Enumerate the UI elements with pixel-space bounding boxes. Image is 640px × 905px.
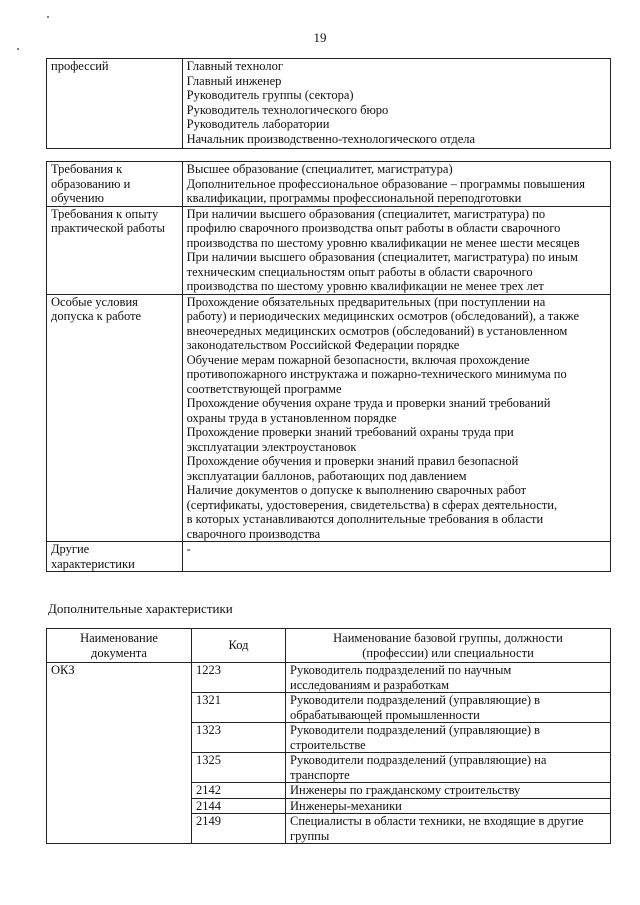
group-name-cell bbox=[286, 783, 611, 799]
group-name-cell bbox=[286, 693, 611, 723]
header-doc-line: Наименование bbox=[80, 631, 158, 645]
requirement-label: Требования к опыту bbox=[51, 206, 159, 221]
code-cell: 2142 bbox=[192, 783, 286, 799]
scan-speck bbox=[17, 48, 19, 50]
requirement-text: Прохождение обучения охране труда и проверки знаний требований bbox=[186, 396, 551, 410]
profession-item: Руководитель группы (сектора) bbox=[186, 88, 354, 102]
group-name-cell bbox=[286, 814, 611, 844]
group-name-cell bbox=[286, 798, 611, 814]
header-name-line: Наименование базовой группы, должности bbox=[333, 631, 563, 645]
requirement-text: - bbox=[186, 542, 191, 556]
requirement-text: Обучение мерам пожарной безопасности, включая прохождение bbox=[186, 352, 530, 367]
requirement-label: допуска к работе bbox=[51, 309, 142, 323]
group-name-line: Руководители подразделений (управляющие) в bbox=[290, 693, 541, 707]
requirement-text: производства по шестому уровню квалификации не менее трех лет bbox=[186, 279, 544, 293]
group-name-line: обрабатывающей промышленности bbox=[290, 707, 480, 722]
requirement-content-cell bbox=[182, 542, 610, 572]
requirement-text: работу) и периодических медицинских осмотров (обследований), а также bbox=[186, 309, 580, 323]
group-name-line: строительстве bbox=[290, 737, 366, 752]
requirement-text: профилю сварочного производства опыт работы в области сварочного bbox=[186, 221, 561, 235]
requirement-text: производства по шестому уровню квалификации не менее шести месяцев bbox=[186, 235, 580, 250]
profession-item: Главный инженер bbox=[186, 73, 282, 88]
requirement-text: техническим специальностям опыт работы в области сварочного bbox=[186, 264, 533, 279]
requirement-text: При наличии высшего образования (специалитет, магистратура) по иным bbox=[186, 250, 578, 264]
requirement-label-cell bbox=[47, 294, 183, 542]
doc-name-cell: ОКЗ bbox=[47, 663, 192, 844]
requirement-label-cell bbox=[47, 206, 183, 294]
group-name-line: Руководители подразделений (управляющие) на bbox=[290, 753, 547, 767]
requirement-text: При наличии высшего образования (специалитет, магистратура) по bbox=[186, 206, 546, 221]
table-row bbox=[47, 59, 611, 149]
table-header-row bbox=[47, 629, 611, 663]
requirement-text: соответствующей программе bbox=[186, 381, 342, 396]
header-code: Код bbox=[192, 629, 286, 663]
requirement-text: сварочного производства bbox=[186, 526, 321, 541]
page-number: 19 bbox=[313, 30, 327, 45]
requirement-text: квалификации, программы профессиональной переподготовки bbox=[186, 191, 522, 205]
table-row bbox=[47, 663, 611, 693]
requirements-table bbox=[46, 161, 611, 572]
group-name-cell bbox=[286, 753, 611, 783]
group-name-line: Руководитель подразделений по научным bbox=[290, 663, 512, 677]
group-name-cell bbox=[286, 723, 611, 753]
header-doc-name bbox=[47, 629, 192, 663]
group-name-line: группы bbox=[290, 828, 330, 843]
requirement-content-cell bbox=[182, 206, 610, 294]
table-row bbox=[47, 294, 611, 542]
requirement-label: характеристики bbox=[51, 556, 135, 571]
requirement-text: в которых устанавливаются дополнительные требования в области bbox=[186, 512, 544, 526]
profession-item: Начальник производственно-технологического отдела bbox=[186, 131, 476, 146]
requirement-text: законодательством Российской Федерации порядке bbox=[186, 338, 460, 352]
group-name-cell bbox=[286, 663, 611, 693]
requirement-text: противопожарного инструктажа и пожарно-технического минимума по bbox=[186, 367, 567, 381]
group-name-line: Инженеры-механики bbox=[290, 798, 402, 813]
requirement-text: Наличие документов о допуске к выполнению сварочных работ bbox=[186, 483, 527, 497]
table-row bbox=[47, 162, 611, 207]
requirement-text: Прохождение обучения и проверки знаний правил безопасной bbox=[186, 454, 519, 468]
code-cell: 1223 bbox=[192, 663, 286, 693]
requirement-label: практической работы bbox=[51, 221, 165, 235]
requirement-text: Дополнительное профессиональное образование – программы повышения bbox=[186, 176, 585, 191]
code-cell: 2144 bbox=[192, 798, 286, 814]
group-name-line: Руководители подразделений (управляющие) в bbox=[290, 723, 541, 737]
group-name-line: Специалисты в области техники, не входящие в другие bbox=[290, 814, 584, 828]
profession-item: Главный технолог bbox=[186, 59, 284, 73]
requirement-label: обучению bbox=[51, 191, 104, 205]
professions-list-cell bbox=[182, 59, 610, 149]
header-doc-line: документа bbox=[91, 645, 147, 660]
table-row bbox=[47, 542, 611, 572]
group-name-line: транспорте bbox=[290, 767, 350, 782]
code-cell: 1323 bbox=[192, 723, 286, 753]
requirement-text: охраны труда в установленном порядке bbox=[186, 410, 397, 425]
classification-table bbox=[46, 628, 611, 844]
header-group-name bbox=[286, 629, 611, 663]
professions-label-cell bbox=[47, 59, 183, 149]
requirement-content-cell bbox=[182, 294, 610, 542]
profession-item: Руководитель лаборатории bbox=[186, 117, 330, 131]
requirement-text: (сертификаты, удостоверения, свидетельства) в сферах деятельности, bbox=[186, 497, 558, 512]
requirement-text: Прохождение обязательных предварительных (при поступлении на bbox=[186, 294, 546, 309]
requirement-text: эксплуатации баллонов, работающих под давлением bbox=[186, 468, 467, 483]
requirement-label: Особые условия bbox=[51, 294, 138, 309]
requirement-label-cell bbox=[47, 162, 183, 207]
requirement-text: Высшее образование (специалитет, магистратура) bbox=[186, 162, 453, 176]
requirement-label: образованию и bbox=[51, 176, 131, 191]
professions-table bbox=[46, 58, 611, 149]
section-heading: Дополнительные характеристики bbox=[48, 601, 233, 616]
group-name-line: исследованиям и разработкам bbox=[290, 677, 450, 692]
header-name-line: (профессии) или специальности bbox=[362, 645, 534, 660]
table-row bbox=[47, 206, 611, 294]
code-cell: 1321 bbox=[192, 693, 286, 723]
requirement-label: Другие bbox=[51, 542, 90, 556]
professions-label: профессий bbox=[51, 59, 109, 73]
code-cell: 1325 bbox=[192, 753, 286, 783]
group-name-line: Инженеры по гражданскому строительству bbox=[290, 783, 521, 797]
requirement-label: Требования к bbox=[51, 162, 123, 176]
profession-item: Руководитель технологического бюро bbox=[186, 102, 389, 117]
requirement-text: внеочередных медицинских осмотров (обследований) в установленном bbox=[186, 323, 568, 338]
requirement-label-cell bbox=[47, 542, 183, 572]
requirement-text: Прохождение проверки знаний требований охраны труда при bbox=[186, 425, 514, 439]
requirement-content-cell bbox=[182, 162, 610, 207]
code-cell: 2149 bbox=[192, 814, 286, 844]
scan-speck bbox=[47, 16, 49, 18]
requirement-text: эксплуатации электроустановок bbox=[186, 439, 357, 454]
